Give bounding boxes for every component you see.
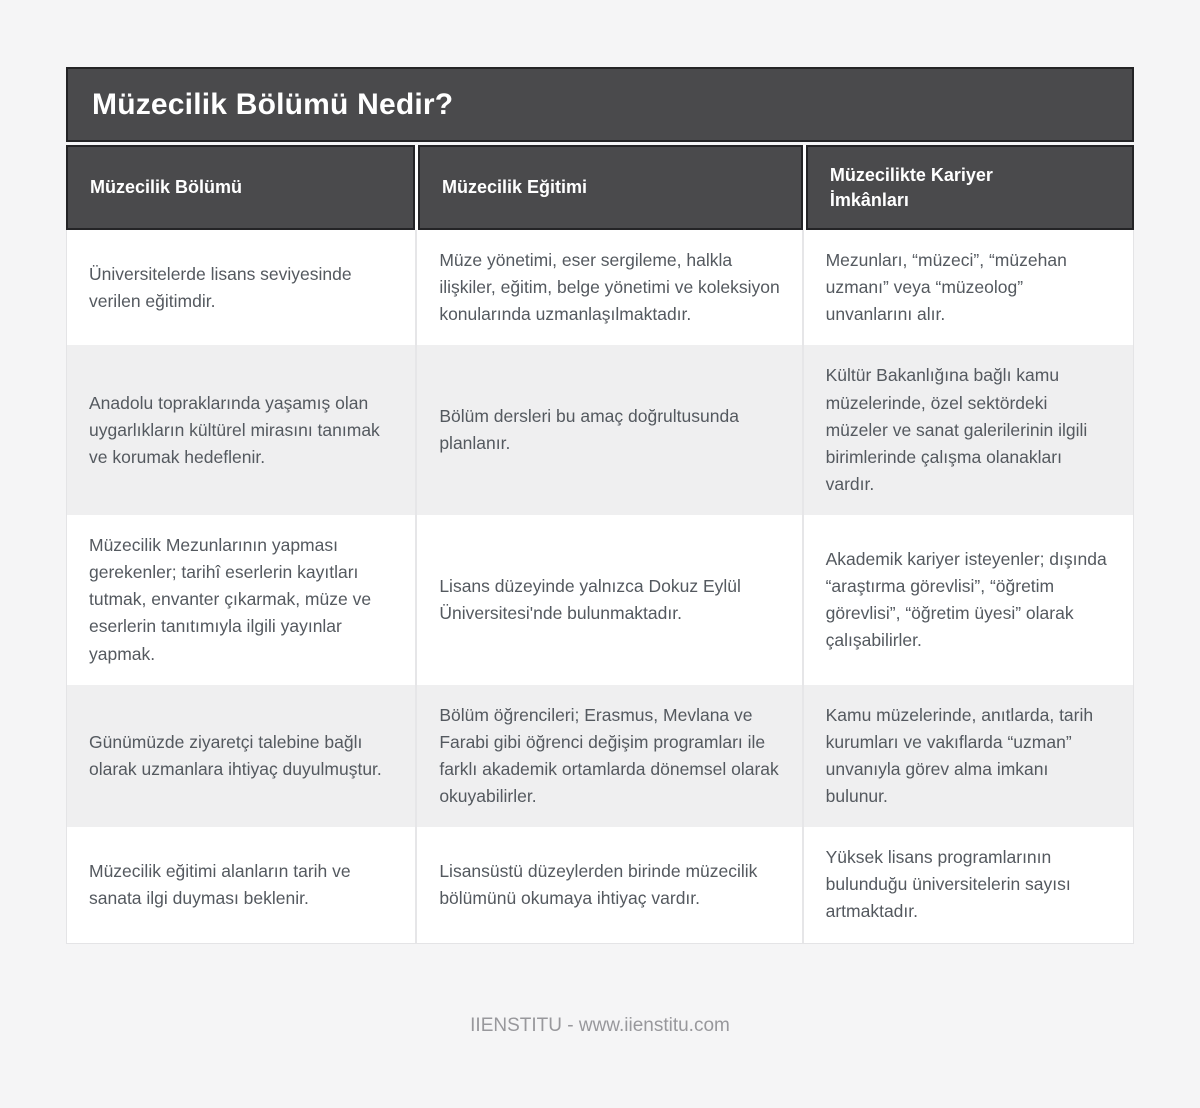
table-cell: Akademik kariyer isteyenler; dışında “araştırma görevlisi”, “öğretim görevlisi”, “öğretim üyesi” olarak çalışabilirler. <box>804 515 1133 685</box>
page-title: Müzecilik Bölümü Nedir? <box>92 87 454 121</box>
table-cell: Anadolu topraklarında yaşamış olan uygarlıkların kültürel mirasını tanımak ve korumak hedeflenir. <box>67 345 417 515</box>
table-cell: Günümüzde ziyaretçi talebine bağlı olarak uzmanlara ihtiyaç duyulmuştur. <box>67 685 417 828</box>
table-cell: Bölüm dersleri bu amaç doğrultusunda planlanır. <box>417 345 803 515</box>
table-cell: Yüksek lisans programlarının bulunduğu üniversitelerin sayısı artmaktadır. <box>804 827 1133 942</box>
table-cell: Kültür Bakanlığına bağlı kamu müzelerinde, özel sektördeki müzeler ve sanat galerilerinin ilgili birimlerinde çalışma olanakları vardır. <box>804 345 1133 515</box>
table-cell: Müze yönetimi, eser sergileme, halkla ilişkiler, eğitim, belge yönetimi ve koleksiyon konularında uzmanlaşılmaktadır. <box>417 230 803 345</box>
table-cell: Lisansüstü düzeylerden birinde müzecilik bölümünü okumaya ihtiyaç vardır. <box>417 827 803 942</box>
title-bar <box>66 67 1134 142</box>
column-header-muzecilik-bolumu: Müzecilik Bölümü <box>66 145 415 230</box>
table-body <box>66 230 1134 944</box>
column-header-kariyer-imkanlari: Müzecilikte Kariyer İmkânları <box>806 145 1134 230</box>
table-cell: Müzecilik eğitimi alanların tarih ve sanata ilgi duyması beklenir. <box>67 827 417 942</box>
table-cell: Mezunları, “müzeci”, “müzehan uzmanı” veya “müzeolog” unvanlarını alır. <box>804 230 1133 345</box>
footer-branding: IIENSTITU - www.iienstitu.com <box>470 1015 730 1036</box>
table-cell: Bölüm öğrencileri; Erasmus, Mevlana ve Farabi gibi öğrenci değişim programları ile farklı akademik ortamlarda dönemsel olarak okuyabilirler. <box>417 685 803 828</box>
column-header-muzecilik-egitimi: Müzecilik Eğitimi <box>418 145 803 230</box>
table-cell: Üniversitelerde lisans seviyesinde verilen eğitimdir. <box>67 230 417 345</box>
table-cell: Lisans düzeyinde yalnızca Dokuz Eylül Üniversitesi'nde bulunmaktadır. <box>417 515 803 685</box>
table-cell: Müzecilik Mezunlarının yapması gerekenler; tarihî eserlerin kayıtları tutmak, envanter çıkarmak, müze ve eserlerin tanıtımıyla ilgili yayınlar yapmak. <box>67 515 417 685</box>
infographic-table <box>66 67 1134 944</box>
table-header-row <box>66 145 1134 230</box>
table-cell: Kamu müzelerinde, anıtlarda, tarih kurumları ve vakıflarda “uzman” unvanıyla görev alma imkanı bulunur. <box>804 685 1133 828</box>
